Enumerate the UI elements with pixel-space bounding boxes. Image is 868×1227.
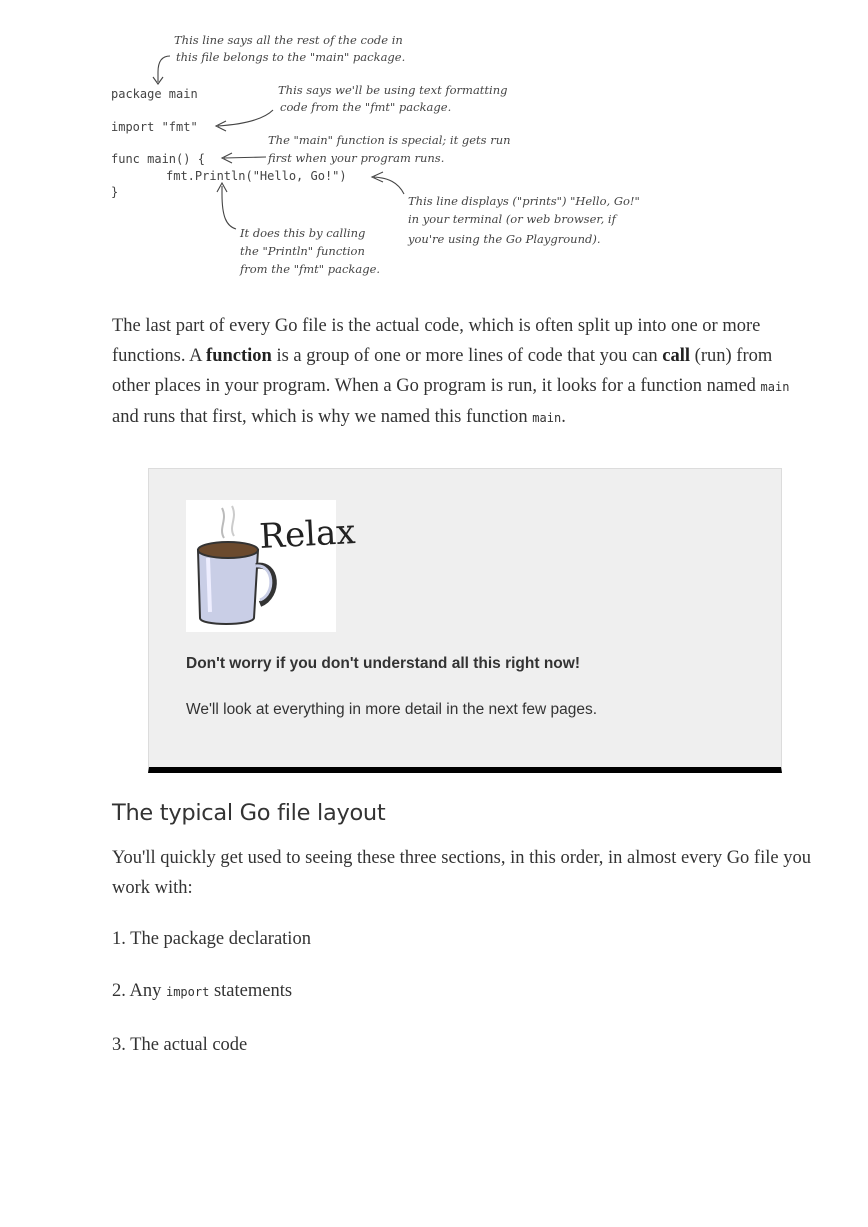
arrow-package <box>153 56 170 84</box>
term-call: call <box>662 346 691 366</box>
arrow-import <box>216 110 273 131</box>
code-main-2: main <box>532 411 562 425</box>
relax-title: Don't worry if you don't understand all this right now! <box>186 655 580 672</box>
code-line-func: func main() { <box>111 152 205 166</box>
relax-body: We'll look at everything in more detail in the next few pages. <box>186 701 598 718</box>
code-import: import <box>165 985 210 999</box>
code-annotation-figure <box>0 0 868 290</box>
intro-paragraph: The last part of every Go file is the actual code, which is often split up into one or more functions. A function is a group of one or more lines of code that you can call (run) from other places in your program. When a Go program is run, it looks for a function named main and runs that first, which is why we named this function main. <box>112 316 790 427</box>
list-item-import: 2. Any import statements <box>112 981 293 1001</box>
relax-callout <box>148 468 782 773</box>
relax-word: Relax <box>258 512 357 557</box>
list-item-code: 3. The actual code <box>112 1035 248 1055</box>
note-println-3: from the "fmt" package. <box>240 262 381 276</box>
code-main-1: main <box>760 380 790 394</box>
code-line-package: package main <box>111 87 198 101</box>
note-package-1: This line says all the rest of the code in <box>174 33 403 47</box>
note-main-2: first when your program runs. <box>268 151 445 165</box>
note-print-2: in your terminal (or web browser, if <box>408 212 616 226</box>
note-print-1: This line displays ("prints") "Hello, Go!" <box>408 194 640 208</box>
code-line-println: fmt.Println("Hello, Go!") <box>166 169 347 183</box>
note-import-2: code from the "fmt" package. <box>280 100 452 114</box>
note-println-2: the "Println" function <box>240 244 365 258</box>
code-line-import: import "fmt" <box>111 120 198 134</box>
coffee-mug-icon <box>186 500 357 632</box>
list-item-package: 1. The package declaration <box>112 929 311 949</box>
note-package-2: this file belongs to the "main" package. <box>176 50 406 64</box>
note-main-1: The "main" function is special; it gets run <box>268 133 511 147</box>
term-function: function <box>206 346 272 366</box>
note-println-1: It does this by calling <box>240 226 366 240</box>
code-line-close: } <box>111 185 119 199</box>
arrow-println <box>217 183 236 229</box>
note-import-1: This says we'll be using text formatting <box>278 83 508 97</box>
arrow-print <box>372 172 404 194</box>
section-heading: The typical Go file layout <box>112 800 386 826</box>
section-intro: You'll quickly get used to seeing these three sections, in this order, in almost every Go file you work with: <box>112 848 811 898</box>
arrow-main <box>222 153 266 163</box>
note-print-3: you're using the Go Playground). <box>408 232 601 246</box>
